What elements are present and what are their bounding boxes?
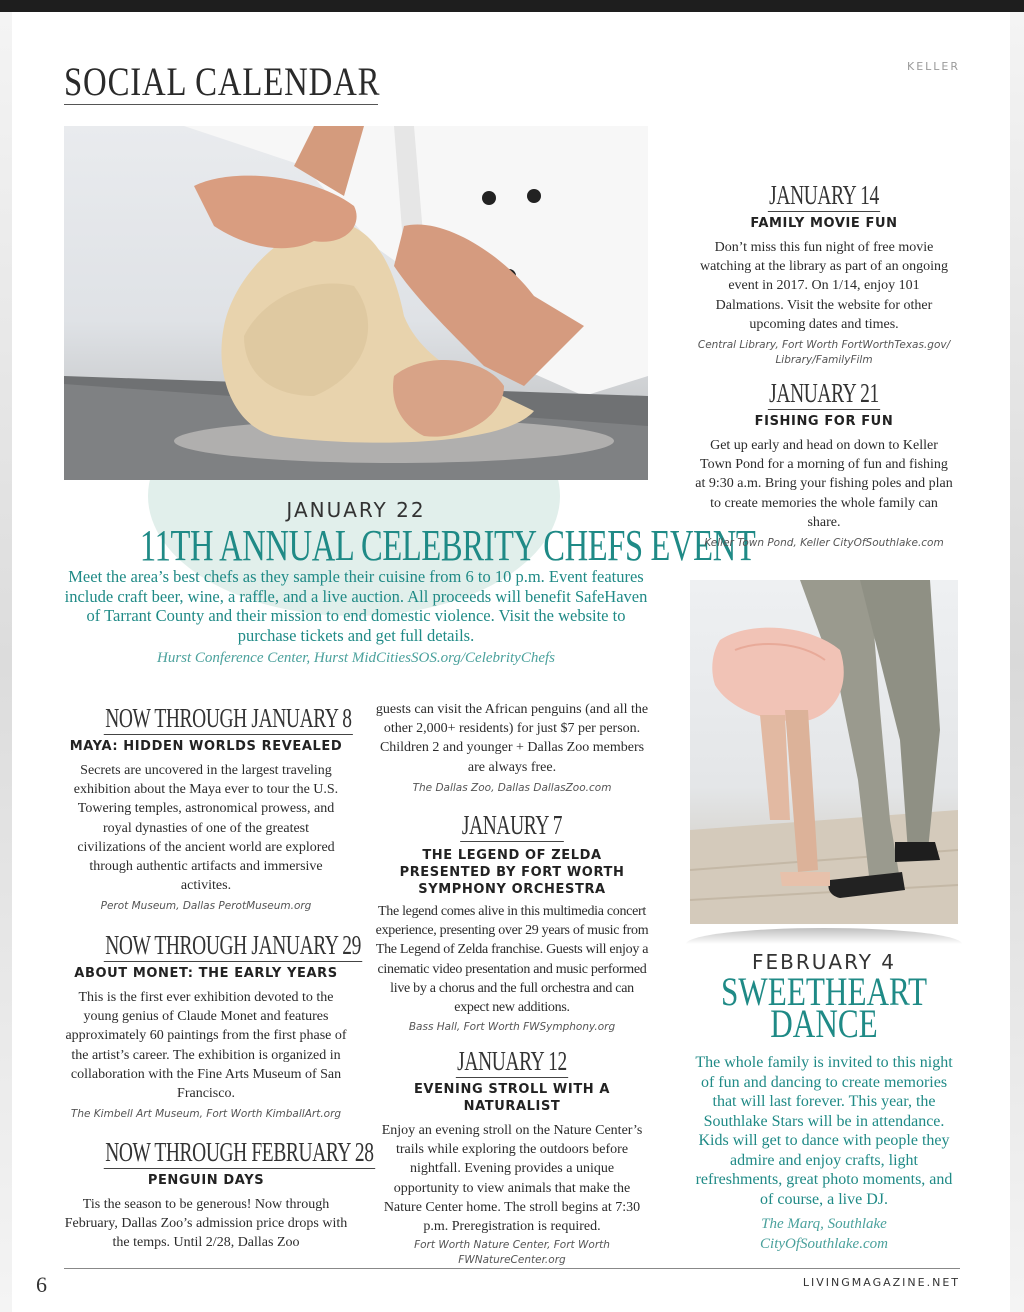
event-location: The Dallas Zoo, Dallas DallasZoo.com xyxy=(412,781,612,794)
left-page-edge xyxy=(0,12,12,1312)
location-line-2: CityOfSouthlake.com xyxy=(760,1236,888,1252)
father-daughter-dance-photo xyxy=(690,580,958,924)
feature-title: 11TH ANNUAL CELEBRITY CHEFS EVENT xyxy=(139,521,756,570)
event-body: Enjoy an evening stroll on the Nature Center’s trails while exploring the outdoors before nightfall. Evening provides a unique opportunity to view animals that make the Nature Center home. The stroll begins at 7:30 p.m. Preregistration is required. xyxy=(381,1123,643,1235)
feature-body: Meet the area’s best chefs as they sample their cuisine from 6 to 10 p.m. Event features include craft beer, wine, a raffle, and a live auction. All proceeds will benefit SafeHaven of Tarrant County and their mission to end domestic violence. Visit the website to purchase tickets and get full details. xyxy=(64,567,648,645)
event-body: Don’t miss this fun night of free movie watching at the library as part of an ongoing event in 2017. On 1/14, enjoy 101 Dalmations. Visit the website for other upcoming dates and times. xyxy=(699,240,949,332)
event-date: NOW THROUGH JANUARY 8 xyxy=(105,703,352,733)
sweetheart-dance-body: The whole family is invited to this night of fun and dancing to create memories that will last forever. This year, the Southlake Stars will be in attendance. Kids will get to dance with people they admire and enjoy crafts, light refreshments, great photo moments, and of course, a live DJ. xyxy=(695,1054,953,1208)
title-line-1: SWEETHEART xyxy=(720,969,928,1014)
event-title: ABOUT MONET: THE EARLY YEARS xyxy=(74,966,338,981)
city-label: KELLER xyxy=(906,60,960,73)
event-body: This is the first ever exhibition devoted to the young genius of Claude Monet and features approximately 60 paintings from the first phase of the artist’s career. The exhibition is organized in collaboration with the Fine Arts Museum of San Francisco. xyxy=(65,990,347,1102)
event-evening-stroll xyxy=(374,1046,650,1268)
event-date: JANAURY 7 xyxy=(461,810,563,840)
sweetheart-dance-location xyxy=(688,1214,960,1254)
event-zelda xyxy=(374,810,650,1035)
footer-rule xyxy=(64,1268,960,1269)
event-body-continued: guests can visit the African penguins (and all the other 2,000+ residents) for just $7 per person. Children 2 and younger + Dallas Zoo members are always free. xyxy=(375,702,649,775)
event-title: PENGUIN DAYS xyxy=(147,1173,265,1188)
section-title-rule xyxy=(64,104,378,105)
event-location: The Kimbell Art Museum, Fort Worth KimballArt.org xyxy=(70,1108,342,1121)
event-fishing xyxy=(690,378,958,551)
event-date: NOW THROUGH FEBRUARY 28 xyxy=(105,1137,374,1167)
event-title: FAMILY MOVIE FUN xyxy=(750,216,898,231)
event-location: Fort Worth Nature Center, Fort Worth FWNatureCenter.org xyxy=(414,1239,610,1267)
event-body: The legend comes alive in this multimedia concert experience, presenting over 29 years of music from The Legend of Zelda franchise. Guests will enjoy a cinematic video presentation and music performed live by a chorus and the full orchestra and can expect new additions. xyxy=(375,904,649,1016)
event-location: Perot Museum, Dallas PerotMuseum.org xyxy=(100,900,312,913)
event-location: Keller Town Pond, Keller CityOfSouthlake.com xyxy=(704,537,944,550)
event-date: JANUARY 14 xyxy=(769,180,879,210)
event-title: FISHING FOR FUN xyxy=(754,414,894,429)
event-monet xyxy=(64,930,362,1122)
feature-date: JANUARY 22 xyxy=(286,498,426,522)
feature-location: Hurst Conference Center, Hurst MidCitiesSOS.org/CelebrityChefs xyxy=(156,650,556,666)
event-title: THE LEGEND OF ZELDA PRESENTED BY FORT WORTH SYMPHONY ORCHESTRA xyxy=(399,848,625,897)
sweetheart-dance-title xyxy=(718,969,930,1046)
event-body: Tis the season to be generous! Now through February, Dallas Zoo’s admission price drops with the temps. Until 2/28, Dallas Zoo xyxy=(64,1197,348,1251)
event-date: JANUARY 21 xyxy=(769,378,879,408)
event-title: EVENING STROLL WITH A NATURALIST xyxy=(413,1082,611,1114)
event-penguin-continued xyxy=(374,700,650,796)
right-page-edge xyxy=(1010,12,1024,1312)
location-line-1: The Marq, Southlake xyxy=(761,1216,887,1232)
title-line-2: DANCE xyxy=(770,1001,878,1046)
event-location: Central Library, Fort Worth FortWorthTexas.gov/ Library/FamilyFilm xyxy=(697,339,951,367)
event-date: NOW THROUGH JANUARY 29 xyxy=(105,930,362,960)
event-body: Get up early and head on down to Keller Town Pond for a morning of fun and fishing at 9:30 a.m. Bring your fishing poles and plan to create memories the whole family can share. xyxy=(695,438,953,530)
event-title: MAYA: HIDDEN WORLDS REVEALED xyxy=(69,739,343,754)
event-location: Bass Hall, Fort Worth FWSymphony.org xyxy=(408,1021,616,1034)
event-family-movie xyxy=(690,180,958,368)
event-penguin-days xyxy=(64,1137,374,1253)
event-date: JANUARY 12 xyxy=(457,1046,567,1076)
event-body: Secrets are uncovered in the largest traveling exhibition about the Maya ever to tour the U.S. Towering temples, astronomical prowess, and royal dynasties of one of the greatest civilizations of the ancient world are explored through authentic artifacts and immersive activites. xyxy=(73,763,339,894)
section-title: SOCIAL CALENDAR xyxy=(64,59,381,104)
photo-shadow xyxy=(686,928,962,944)
sweetheart-dance-date: FEBRUARY 4 xyxy=(752,950,896,974)
top-border xyxy=(0,0,1024,12)
event-maya xyxy=(64,703,352,914)
page-number: 6 xyxy=(36,1272,47,1297)
chef-kneading-dough-photo xyxy=(64,126,648,480)
site-name: LIVINGMAGAZINE.NET xyxy=(802,1276,960,1289)
